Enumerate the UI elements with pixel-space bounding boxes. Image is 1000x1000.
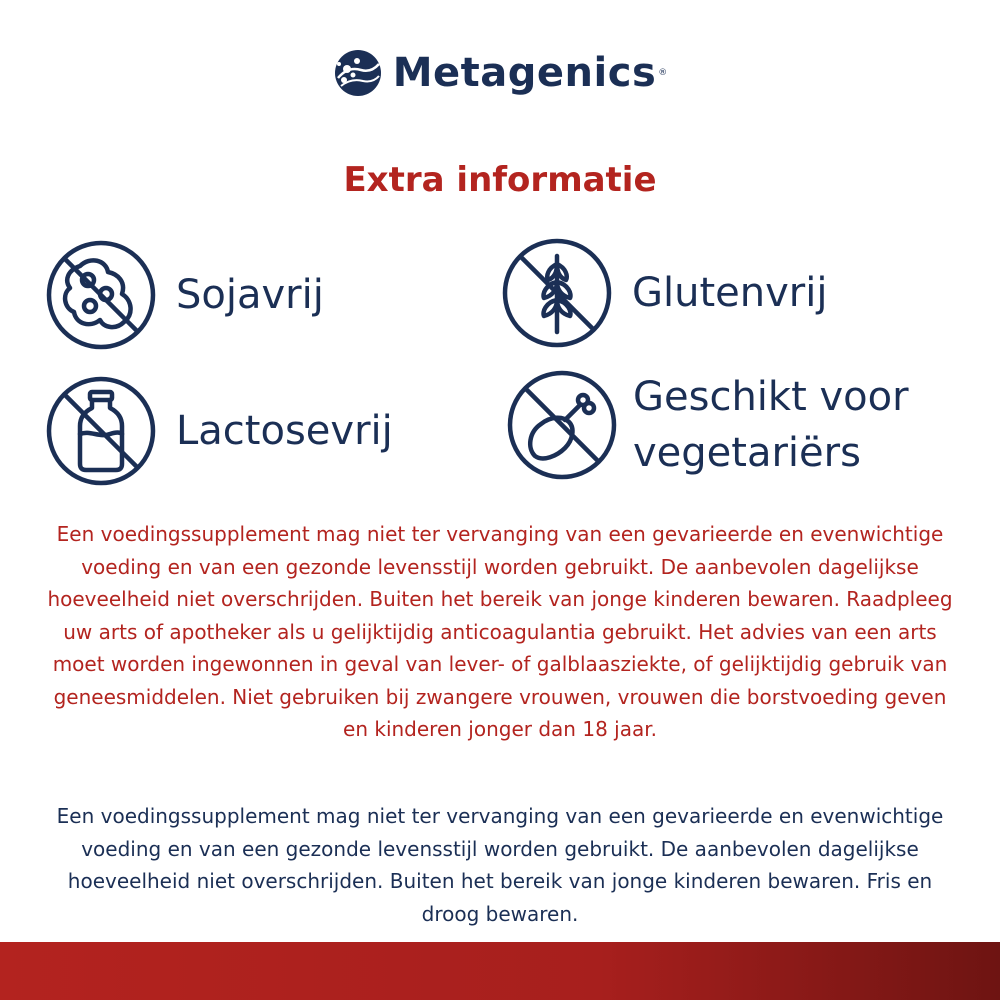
brand-logo — [0, 48, 1000, 98]
feature-lactose-free — [44, 374, 393, 488]
no-soy-icon — [44, 238, 158, 352]
feature-soy-free — [44, 238, 324, 352]
footer-band — [0, 942, 1000, 1000]
brand-name: Metagenics — [392, 50, 657, 96]
feature-gluten-free — [500, 236, 827, 350]
page-title: Extra informatie — [343, 160, 657, 200]
no-lactose-icon — [44, 374, 158, 488]
feature-label: Glutenvrij — [632, 270, 828, 316]
feature-label: Sojavrij — [176, 272, 324, 318]
no-meat-icon — [505, 368, 619, 482]
feature-label-line2: vegetariërs — [633, 430, 861, 476]
feature-vegetarian — [505, 368, 909, 482]
feature-label: Lactosevrij — [176, 408, 393, 454]
molecule-globe-icon — [333, 48, 383, 98]
warning-paragraph: Een voedingssupplement mag niet ter vervanging van een gevarieerde en evenwichtige voeding en van een gezonde levensstijl worden gebruikt. De aanbevolen dagelijkse hoeveelheid niet overschrijden. Buiten het bereik van jonge kinderen bewaren. Raadpleeg uw arts of apotheker als u gelijktijdig anticoagulantia gebruikt. Het advies van een arts moet worden ingewonnen in geval van lever- of galblaasziekte, of gelijktijdig gebruik van geneesmiddelen. Niet gebruiken bij zwangere vrouwen, vrouwen die borstvoeding geven en kinderen jonger dan 18 jaar. — [47, 522, 953, 741]
feature-label-line1: Geschikt voor — [633, 374, 909, 420]
no-gluten-icon — [500, 236, 614, 350]
registered-mark: ® — [658, 68, 668, 78]
feature-label — [633, 369, 909, 481]
general-paragraph: Een voedingssupplement mag niet ter vervanging van een gevarieerde en evenwichtige voeding en van een gezonde levensstijl worden gebruikt. De aanbevolen dagelijkse hoeveelheid niet overschrijden. Buiten het bereik van jonge kinderen bewaren. Fris en droog bewaren. — [56, 804, 944, 926]
